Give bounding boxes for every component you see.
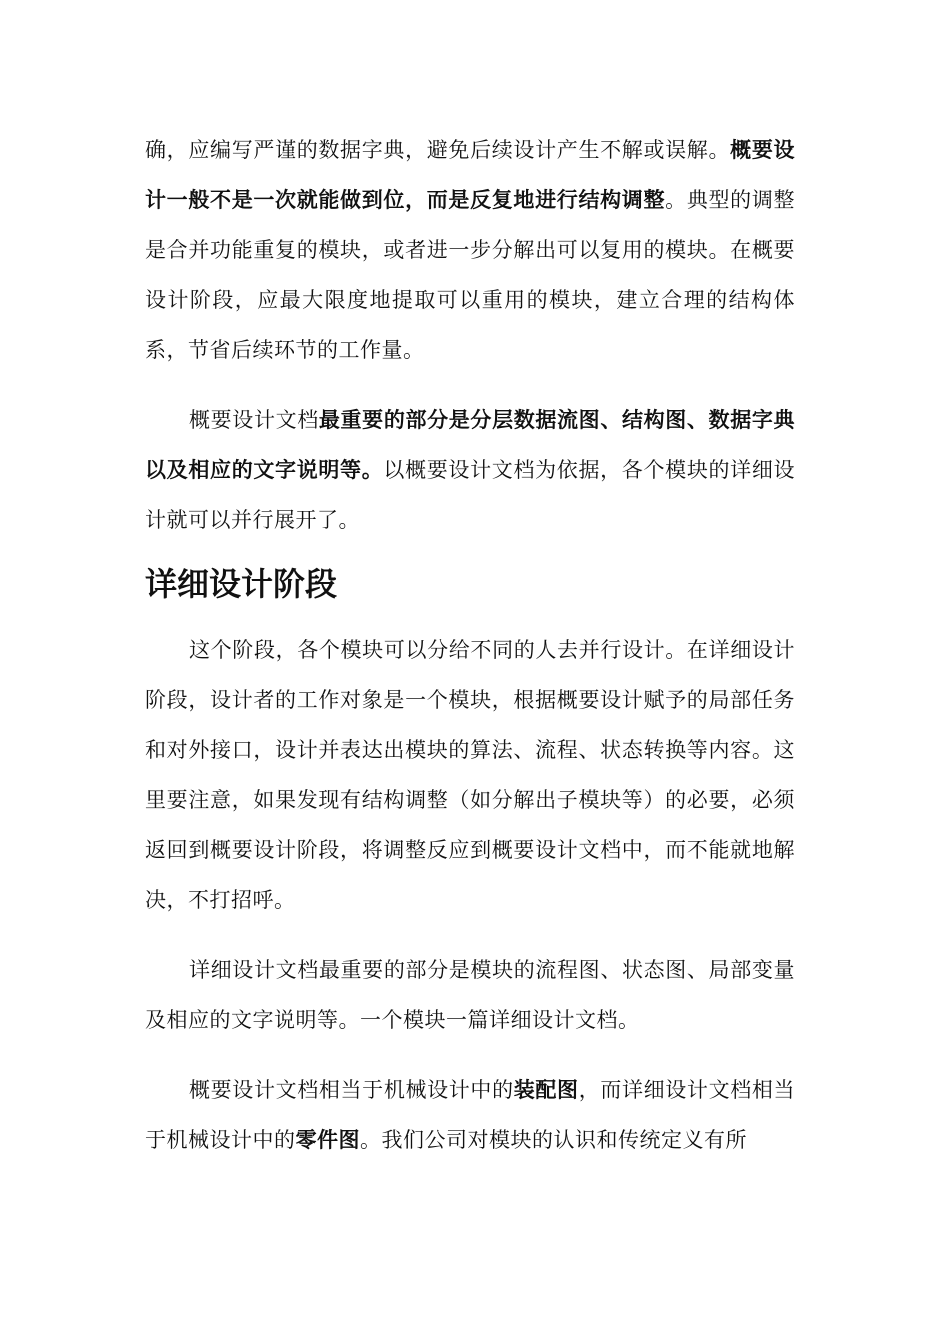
- text-run: 这个阶段，各个模块可以分给不同的人去并行设计。在详细设计阶段，设计者的工作对象是一个模块，根据概要设计赋予的局部任务和对外接口，设计并表达出模块的算法、流程、状态转换等内容。这里要注意，如果发现有结构调整（如分解出子模块等）的必要，必须返回到概要设计阶段，将调整反应到概要设计文档中，而不能就地解决，不打招呼。: [145, 638, 795, 912]
- section-heading: 详细设计阶段: [145, 565, 338, 603]
- paragraph-analogy: [145, 1065, 795, 1165]
- text-run: 概要设计文档: [189, 408, 319, 432]
- text-run: 概要设计文档相当于机械设计中的: [189, 1078, 514, 1102]
- bold-text-run: 装配图: [513, 1078, 579, 1102]
- bold-text-run: 最重要的部分是分层数据流图、结构图、数据字典以及相应的文字说明等。: [145, 408, 795, 482]
- text-run: 详细设计文档最重要的部分是模块的流程图、状态图、局部变量及相应的文字说明等。一个模块一篇详细设计文档。: [145, 958, 795, 1032]
- text-run: 以概要设计文档为依据，各个模块的详细设计就可以并行展开了。: [145, 458, 796, 532]
- bold-text-run: 概要设计一般不是一次就能做到位，而是反复地进行结构调整: [145, 138, 796, 212]
- text-run: ，而详细设计文档相当于机械设计中的: [145, 1078, 796, 1152]
- text-run: 确，应编写严谨的数据字典，避免后续设计产生不解或误解。: [145, 138, 731, 162]
- text-run: 。我们公司对模块的认识和传统定义有所: [360, 1128, 747, 1152]
- paragraph-data-dictionary: [145, 125, 795, 375]
- paragraph-detail-doc: [145, 945, 795, 1045]
- paragraph-overview-doc: [145, 395, 795, 545]
- text-run: 。典型的调整是合并功能重复的模块，或者进一步分解出可以复用的模块。在概要设计阶段，应最大限度地提取可以重用的模块，建立合理的结构体系，节省后续环节的工作量。: [145, 188, 796, 362]
- paragraph-detail-phase: [145, 625, 795, 925]
- bold-text-run: 零件图: [295, 1128, 360, 1152]
- document-body: [145, 125, 795, 1165]
